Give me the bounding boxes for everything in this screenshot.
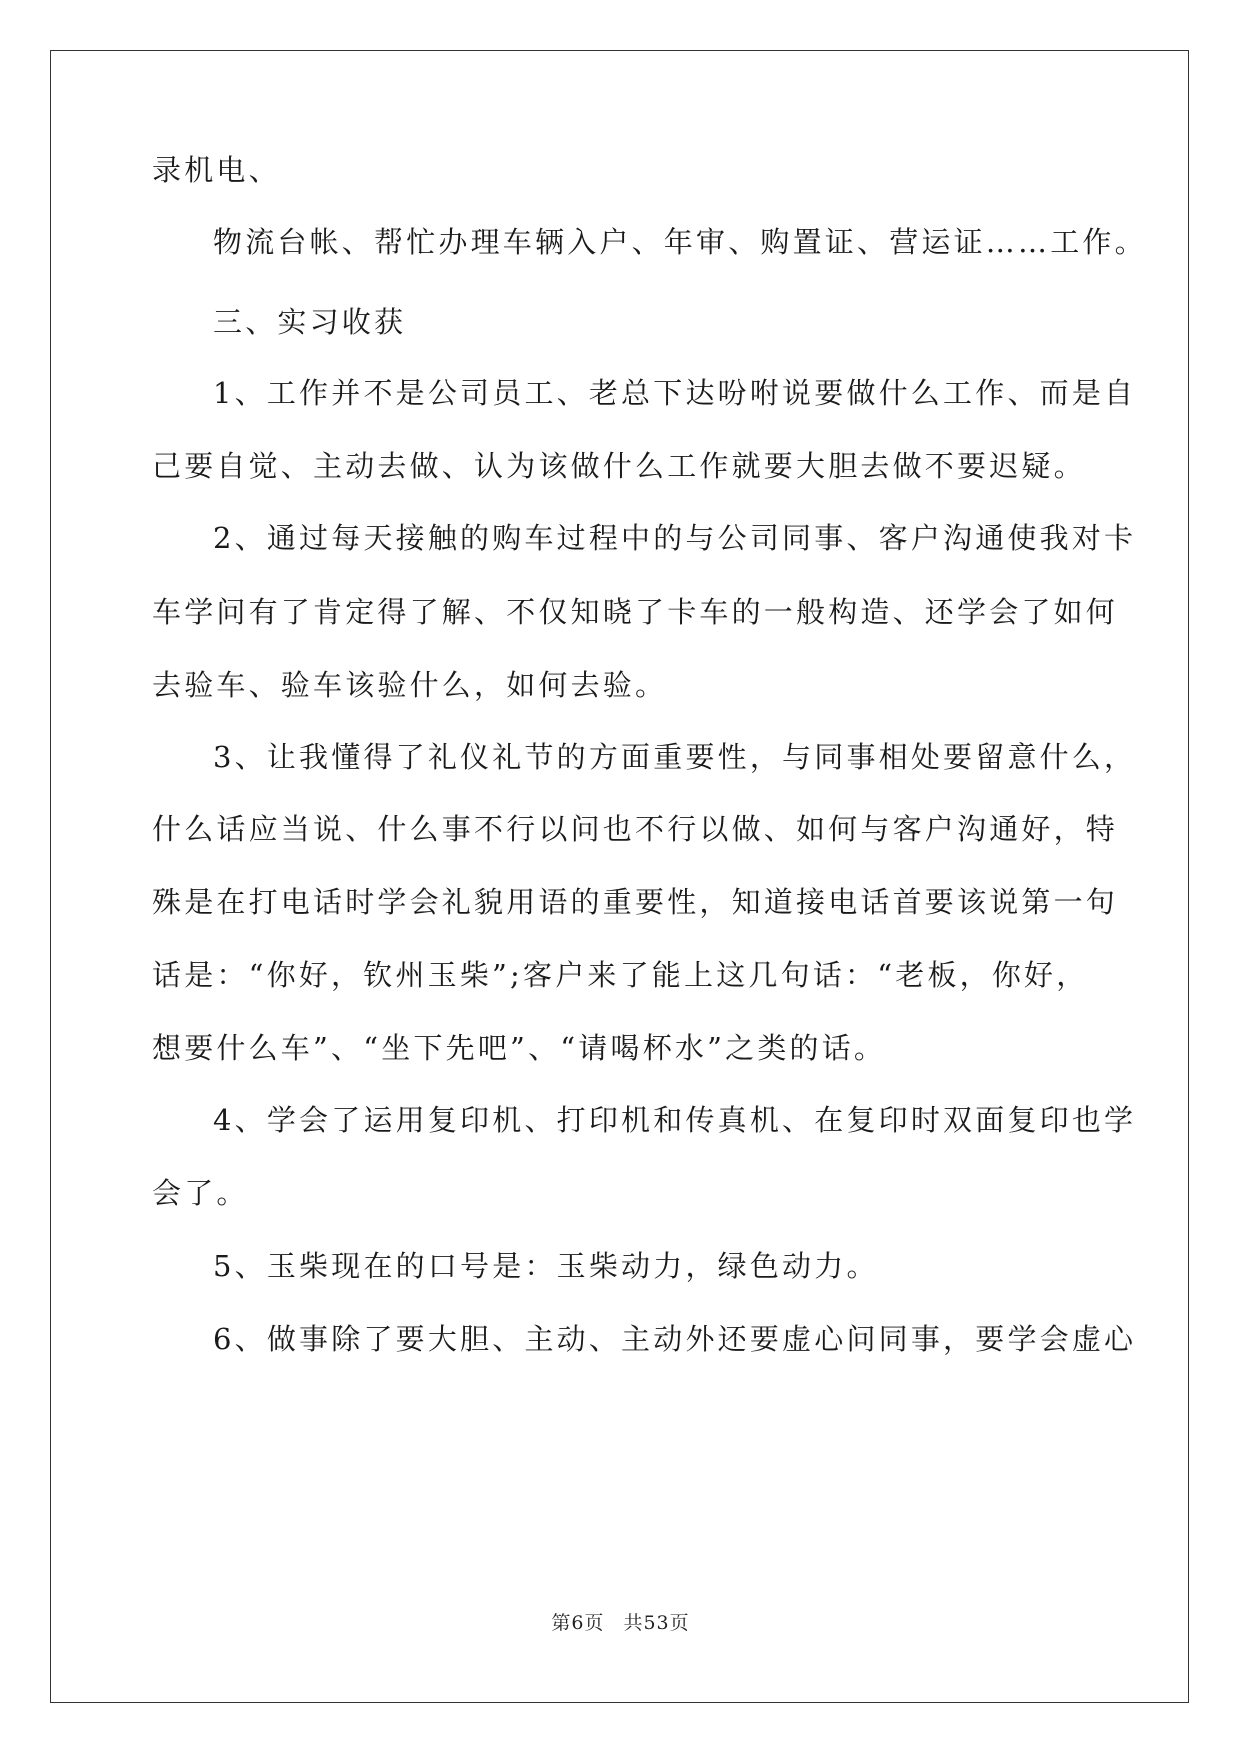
text-line: 3、让我懂得了礼仪礼节的方面重要性，与同事相处要留意什么，: [213, 740, 1137, 774]
text-line: 1、工作并不是公司员工、老总下达吩咐说要做什么工作、而是自: [213, 376, 1137, 410]
text-line: 去验车、验车该验什么，如何去验。: [152, 668, 668, 702]
page-frame: [50, 50, 1189, 1703]
text-line: 车学问有了肯定得了解、不仅知晓了卡车的一般构造、还学会了如何: [152, 595, 1119, 629]
text-line: 2、通过每天接触的购车过程中的与公司同事、客户沟通使我对卡: [213, 521, 1137, 555]
text-line: 想要什么车”、“坐下先吧”、“请喝杯水”之类的话。: [152, 1031, 887, 1065]
text-line: 什么话应当说、什么事不行以问也不行以做、如何与客户沟通好，特: [152, 812, 1119, 846]
text-line: 话是：“你好，钦州玉柴”;客户来了能上这几句话：“老板，你好，: [152, 958, 1089, 992]
text-line: 录机电、: [152, 153, 281, 187]
text-line: 殊是在打电话时学会礼貌用语的重要性，知道接电话首要该说第一句: [152, 885, 1119, 919]
page-total: 共53页: [623, 1612, 690, 1634]
page-number: 第6页: [551, 1612, 605, 1634]
text-line: 4、学会了运用复印机、打印机和传真机、在复印时双面复印也学: [213, 1103, 1137, 1137]
text-line: 己要自觉、主动去做、认为该做什么工作就要大胆去做不要迟疑。: [152, 449, 1086, 483]
text-line: 物流台帐、帮忙办理车辆入户、年审、购置证、营运证……工作。: [213, 225, 1147, 259]
text-line: 6、做事除了要大胆、主动、主动外还要虚心问同事，要学会虚心: [213, 1322, 1137, 1356]
text-line: 会了。: [152, 1176, 249, 1210]
section-heading: 三、实习收获: [213, 305, 407, 339]
text-line: 5、玉柴现在的口号是：玉柴动力，绿色动力。: [213, 1249, 879, 1283]
page-footer: [0, 1608, 1241, 1635]
